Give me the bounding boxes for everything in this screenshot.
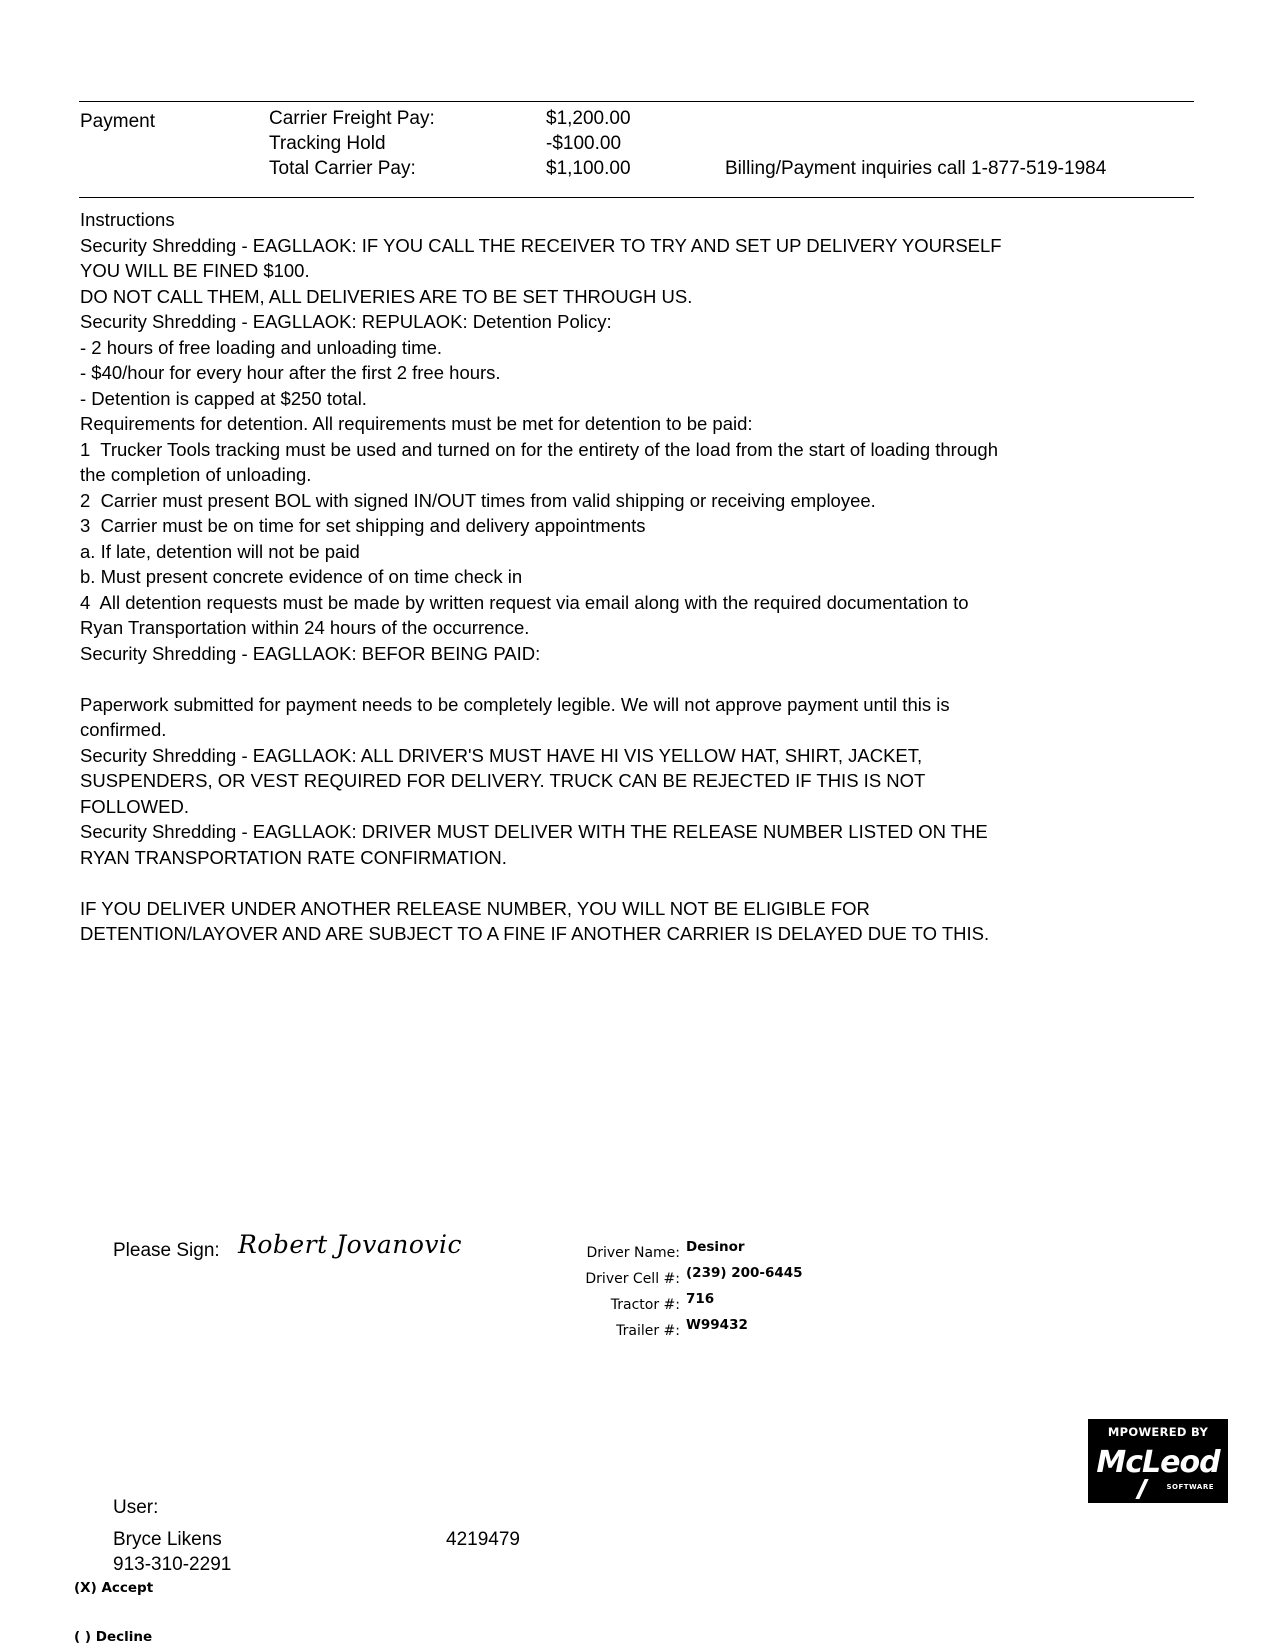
payment-divider (79, 197, 1194, 198)
mcleod-logo (1088, 1419, 1228, 1503)
instruction-line: Security Shredding - EAGLLAOK: IF YOU CALL THE RECEIVER TO TRY AND SET UP DELIVERY YOURSELF (80, 234, 1002, 256)
payment-label-freight: Carrier Freight Pay: (269, 108, 435, 129)
instruction-line: a. If late, detention will not be paid (80, 540, 360, 562)
instruction-line: Security Shredding - EAGLLAOK: DRIVER MUST DELIVER WITH THE RELEASE NUMBER LISTED ON THE (80, 821, 988, 842)
instructions-body (80, 233, 1200, 947)
instructions-heading: Instructions (80, 209, 175, 230)
payment-label-tracking-hold: Tracking Hold (269, 133, 386, 154)
top-divider (79, 101, 1194, 102)
instruction-line: b. Must present concrete evidence of on time check in (80, 566, 523, 587)
instruction-line: the completion of unloading. (80, 464, 312, 485)
driver-name-value: Desinor (686, 1239, 745, 1255)
driver-name-row (540, 1240, 803, 1266)
instruction-line: 1 Trucker Tools tracking must be used and turned on for the entirety of the load from the start of loading through (80, 438, 998, 460)
driver-cell-label: Driver Cell #: (585, 1271, 680, 1287)
payment-amount-total: $1,100.00 (546, 158, 631, 179)
instruction-line: Paperwork submitted for payment needs to be completely legible. We will not approve payment until this is (80, 693, 950, 715)
driver-cell-row (540, 1266, 803, 1292)
signature: Robert Jovanovic (238, 1230, 462, 1259)
instruction-line: RYAN TRANSPORTATION RATE CONFIRMATION. (80, 846, 507, 868)
user-number: 4219479 (446, 1529, 520, 1550)
driver-info (540, 1240, 803, 1344)
instruction-line: Security Shredding - EAGLLAOK: BEFOR BEING PAID: (80, 642, 541, 664)
instruction-line: Requirements for detention. All requirements must be met for detention to be paid: (80, 413, 753, 434)
instruction-line: - Detention is capped at $250 total. (80, 387, 367, 409)
instruction-line: - 2 hours of free loading and unloading time. (80, 336, 443, 358)
decline-option: ( ) Decline (74, 1629, 153, 1645)
instruction-line: FOLLOWED. (80, 795, 189, 817)
instruction-line: YOU WILL BE FINED $100. (80, 260, 310, 281)
instruction-line: Security Shredding - EAGLLAOK: ALL DRIVER'S MUST HAVE HI VIS YELLOW HAT, SHIRT, JACKET, (80, 744, 923, 766)
trailer-row (540, 1318, 803, 1344)
trailer-label: Trailer #: (616, 1323, 680, 1339)
payment-label-total: Total Carrier Pay: (269, 158, 416, 179)
driver-cell-value: (239) 200-6445 (686, 1265, 803, 1281)
user-phone: 913-310-2291 (113, 1554, 232, 1575)
instruction-line: 4 All detention requests must be made by written request via email along with the required documentation to (80, 591, 969, 613)
instruction-line: IF YOU DELIVER UNDER ANOTHER RELEASE NUMBER, YOU WILL NOT BE ELIGIBLE FOR (80, 897, 870, 919)
instruction-line: DO NOT CALL THEM, ALL DELIVERIES ARE TO BE SET THROUGH US. (80, 285, 693, 307)
tractor-label: Tractor #: (610, 1297, 680, 1313)
user-label: User: (113, 1497, 159, 1518)
instruction-line: Security Shredding - EAGLLAOK: REPULAOK: Detention Policy: (80, 311, 612, 332)
instruction-line: 3 Carrier must be on time for set shipping and delivery appointments (80, 515, 646, 536)
logo-powered-by: MPOWERED BY (1107, 1425, 1209, 1439)
logo-software: SOFTWARE (1166, 1483, 1214, 1491)
billing-inquiry-text: Billing/Payment inquiries call 1-877-519-1984 (725, 158, 1107, 179)
trailer-value: W99432 (686, 1317, 748, 1333)
user-name: Bryce Likens (113, 1529, 222, 1550)
instruction-line: confirmed. (80, 719, 167, 740)
instruction-line: SUSPENDERS, OR VEST REQUIRED FOR DELIVERY. TRUCK CAN BE REJECTED IF THIS IS NOT (80, 770, 926, 791)
logo-brand: McLeod (1096, 1445, 1220, 1480)
logo-slash-icon (1135, 1479, 1148, 1499)
please-sign-label: Please Sign: (113, 1240, 220, 1261)
instruction-line: 2 Carrier must present BOL with signed IN/OUT times from valid shipping or receiving employee. (80, 489, 876, 511)
tractor-row (540, 1292, 803, 1318)
payment-amount-freight: $1,200.00 (546, 108, 631, 129)
accept-option: (X) Accept (74, 1580, 154, 1596)
instruction-line (80, 666, 1200, 692)
payment-section-label: Payment (80, 111, 155, 132)
instructions-section (80, 207, 1200, 947)
payment-amount-tracking-hold: -$100.00 (546, 133, 622, 154)
instruction-line: Ryan Transportation within 24 hours of the occurrence. (80, 617, 530, 638)
driver-name-label: Driver Name: (586, 1245, 680, 1261)
tractor-value: 716 (686, 1291, 715, 1307)
instruction-line: DETENTION/LAYOVER AND ARE SUBJECT TO A FINE IF ANOTHER CARRIER IS DELAYED DUE TO THIS. (80, 923, 990, 944)
instruction-line (80, 870, 1200, 896)
instruction-line: - $40/hour for every hour after the first 2 free hours. (80, 362, 501, 383)
